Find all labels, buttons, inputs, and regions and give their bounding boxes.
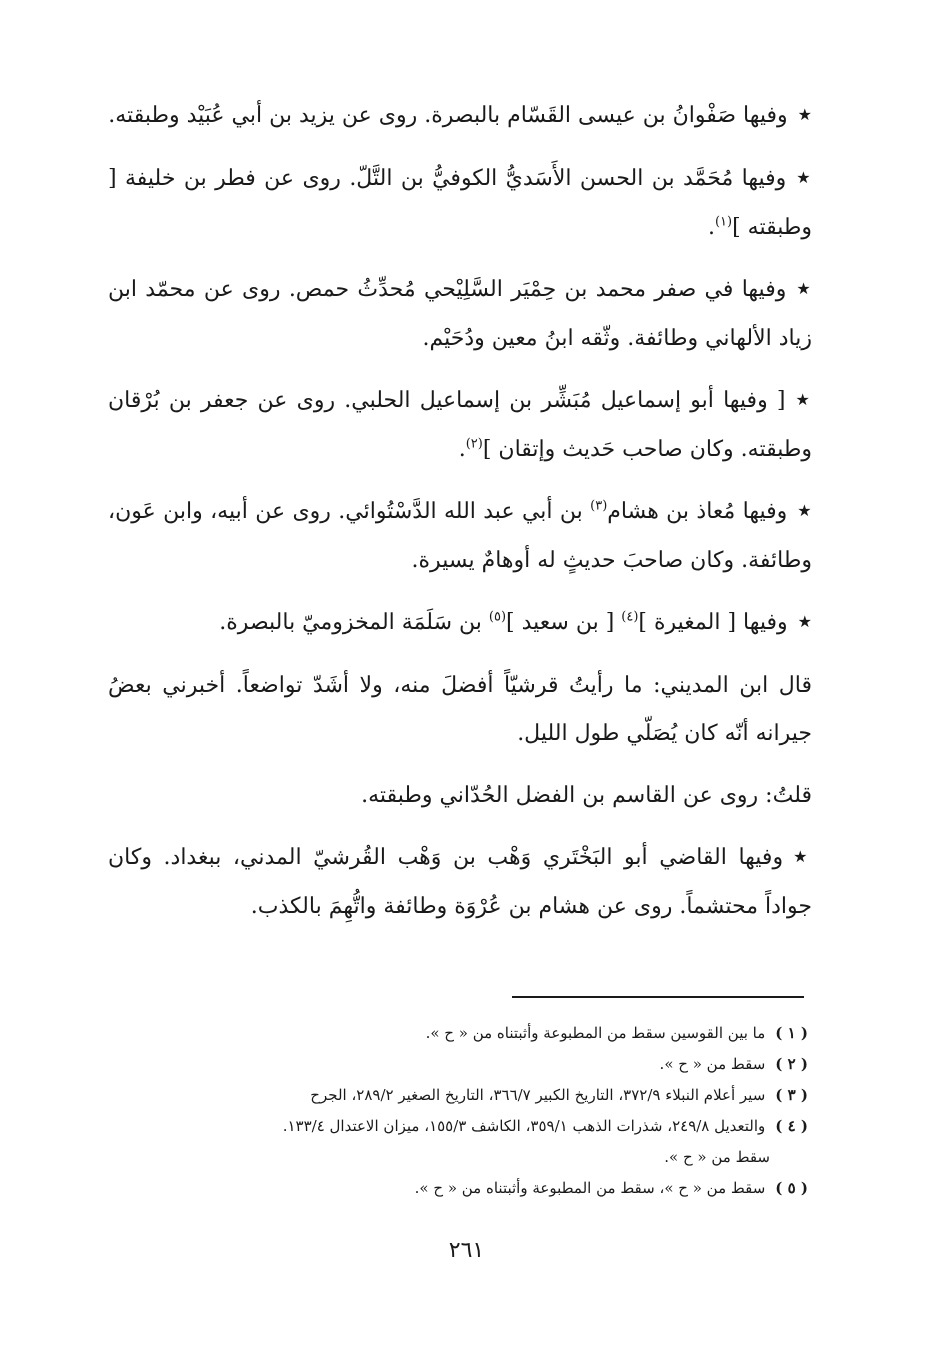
footnote-divider: [512, 996, 804, 998]
footnote-reference: (٢): [465, 436, 483, 452]
footnote-text: سير أعلام النبلاء ٣٧٢/٩، التاريخ الكبير ٣٦٦/٧، التاريخ الصغير ٢٨٩/٢، الجرح: [310, 1086, 766, 1104]
entry-paragraph: [108, 377, 812, 474]
footnote: [108, 1049, 808, 1080]
paragraph-text: وفيها مُعاذ بن هشام: [607, 499, 788, 524]
footnote-reference: (٣): [590, 498, 608, 514]
footnote: [108, 1080, 808, 1111]
star-icon: ★: [797, 105, 812, 124]
paragraph-tail: .: [458, 437, 466, 462]
footnote-number: ( ٣ ): [775, 1086, 808, 1104]
footnote: [108, 1111, 808, 1142]
star-icon: ★: [795, 390, 813, 409]
footnote-text: سقط من « ح ».: [659, 1055, 766, 1073]
paragraph-text: [ وفيها أبو إسماعيل مُبَشِّر بن إسماعيل الحلبي. روى عن جعفر بن بُرْقان وطبقته. وكان صاحب حَديث وإتقان ]: [108, 388, 812, 462]
footnote-reference: (١): [714, 214, 733, 230]
footnote-number: ( ٥ ): [775, 1179, 808, 1197]
entry-paragraph: [108, 266, 812, 363]
footnote: [108, 1173, 808, 1204]
entry-paragraph: [108, 599, 812, 648]
star-icon: ★: [796, 168, 812, 187]
star-icon: ★: [796, 279, 813, 298]
paragraph-mid: [ بن سعيد ]: [506, 610, 615, 635]
paragraph-text: قلتُ: روى عن القاسم بن الفضل الحُدّاني وطبقته.: [361, 783, 812, 808]
author-note-paragraph: [108, 772, 812, 820]
star-icon: ★: [797, 501, 813, 520]
footnote-text: والتعديل ٢٤٩/٨، شذرات الذهب ٣٥٩/١، الكاشف ١٥٥/٣، ميزان الاعتدال ١٣٣/٤.: [282, 1117, 766, 1135]
footnote-number: ( ١ ): [775, 1024, 808, 1042]
paragraph-tail: .: [707, 215, 715, 240]
footnote-text: سقط من « ح »، سقط من المطبوعة وأثبتناه من « ح ».: [414, 1179, 766, 1197]
main-text: [108, 92, 812, 945]
paragraph-text: وفيها القاضي أبو البَخْتَري وَهْب بن وَهْب القُرشيّ المدني، ببغداد. وكان جواداً محتشماً. روى عن هشام بن عُرْوَة وطائفة واتُّهِمَ بالكذب.: [108, 845, 812, 919]
quote-paragraph: [108, 662, 812, 758]
entry-paragraph: [108, 155, 812, 252]
paragraph-tail: بن سَلَمَة المخزوميّ بالبصرة.: [219, 610, 482, 635]
paragraph-text: وفيها [ المغيرة ]: [638, 610, 788, 635]
star-icon: ★: [793, 847, 813, 866]
paragraph-text: وفيها في صفر محمد بن حِمْيَر السَّلِيْحي مُحدِّثُ حمص. روى عن محمّد ابن زياد الألهاني وطائفة. وثّقه ابنُ معين ودُحَيْم.: [108, 277, 812, 351]
paragraph-text: وفيها صَفْوانُ بن عيسى القَسّام بالبصرة. روى عن يزيد بن أبي عُبَيْد وطبقته.: [108, 103, 788, 128]
footnote-text: ما بين القوسين سقط من المطبوعة وأثبتناه من « ح ».: [425, 1024, 766, 1042]
footnote-reference: (٤): [621, 609, 639, 625]
paragraph-text: وفيها مُحَمَّد بن الحسن الأَسَديُّ الكوفيُّ بن التَّلّ. روى عن فطر بن خليفة [ وطبقته ]: [108, 166, 812, 240]
entry-paragraph: [108, 92, 812, 141]
paragraph-text: قال ابن المديني: ما رأيتُ قرشيّاً أفضلَ منه، ولا أشَدّ تواضعاً. أخبرني بعضُ جيرانه أنّه كان يُصَلّي طول الليل.: [108, 673, 812, 746]
footnote-reference: (٥): [488, 609, 507, 625]
footnotes-section: [108, 1018, 808, 1204]
footnote-number: ( ٢ ): [775, 1055, 808, 1073]
star-icon: ★: [797, 612, 812, 631]
paragraph-tail: بن أبي عبد الله الدَّسْتُوائي. روى عن أبيه، وابن عَون، وطائفة. وكان صاحبَ حديثٍ له أوهامٌ يسيرة.: [108, 499, 812, 573]
footnote-continuation: سقط من « ح ».: [664, 1148, 770, 1166]
page-number: ٢٦١: [448, 1238, 485, 1263]
entry-paragraph: [108, 488, 812, 585]
entry-paragraph: [108, 834, 812, 931]
footnote-number: ( ٤ ): [775, 1117, 808, 1135]
footnote: [108, 1018, 808, 1049]
